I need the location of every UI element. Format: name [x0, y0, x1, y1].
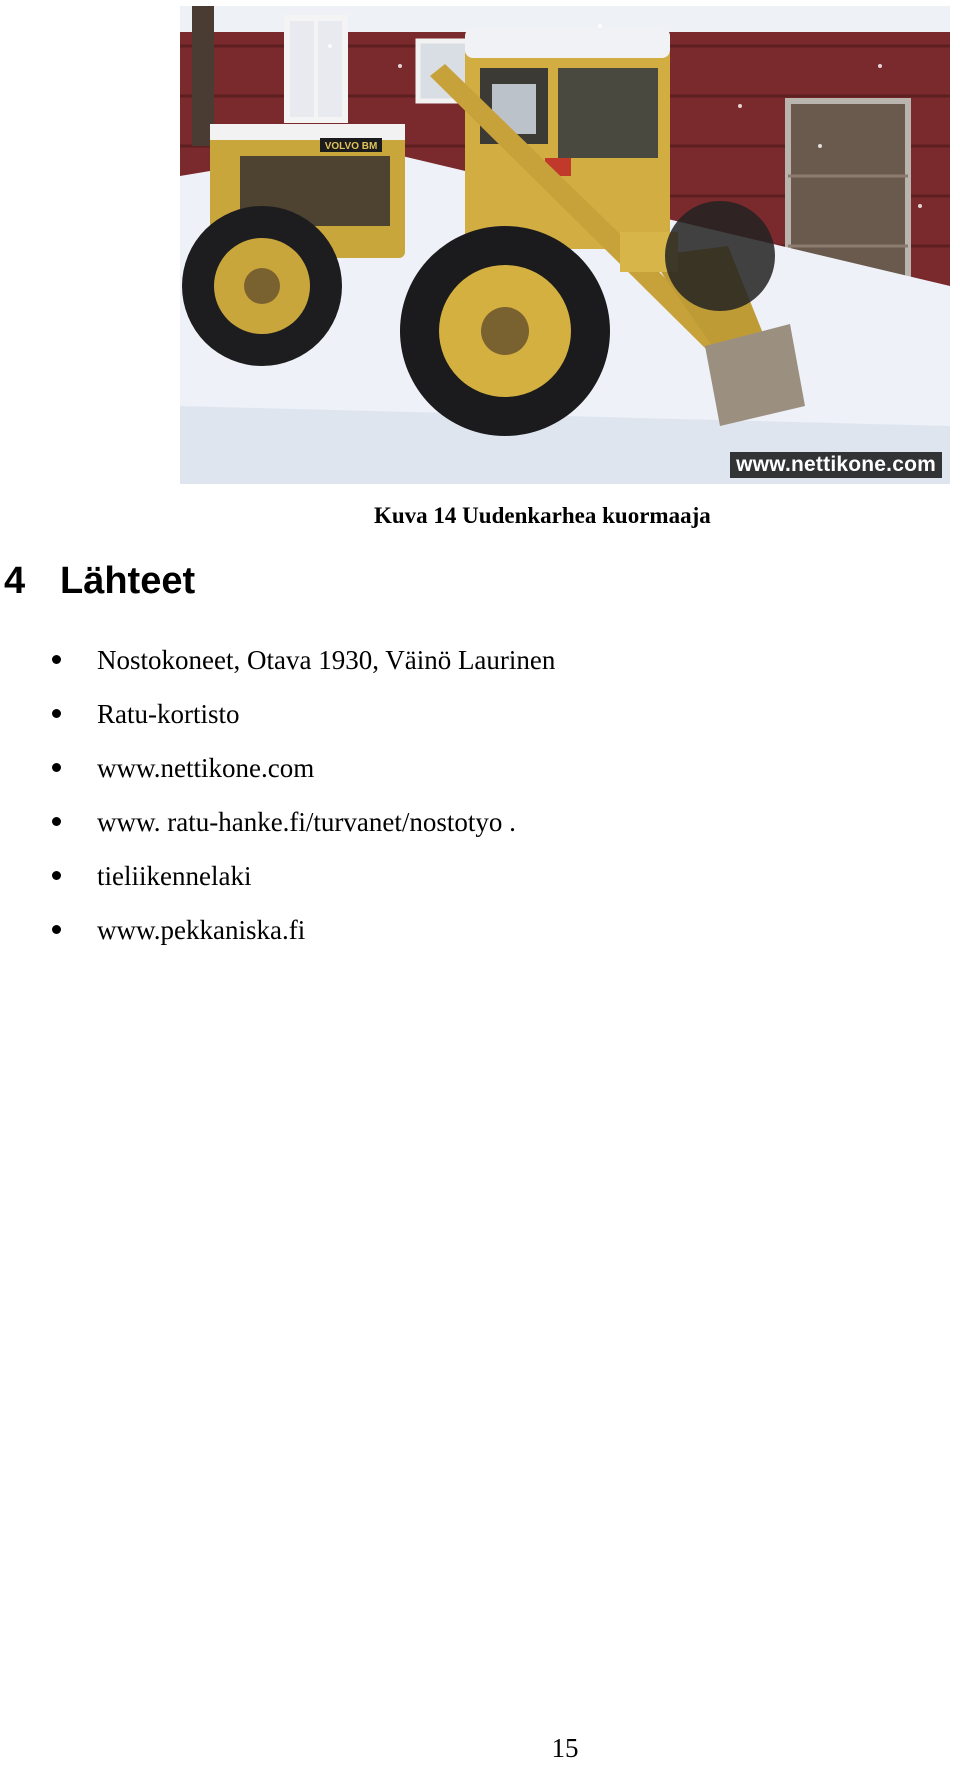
- reference-list: [0, 640, 555, 964]
- list-item: [0, 856, 555, 910]
- photo-watermark: www.nettikone.com: [730, 452, 942, 478]
- reference-text: Ratu-kortisto: [97, 699, 240, 729]
- bullet-icon: [52, 763, 61, 772]
- section-title: Lähteet: [60, 560, 196, 602]
- bullet-icon: [52, 817, 61, 826]
- machine-badge-text: VOLVO BM: [324, 141, 378, 152]
- reference-text: tieliikennelaki: [97, 861, 252, 891]
- bullet-icon: [52, 871, 61, 880]
- wheel-loader-illustration: [180, 6, 950, 484]
- bullet-icon: [52, 925, 61, 934]
- page-number: 15: [551, 1733, 579, 1763]
- bullet-icon: [52, 655, 61, 664]
- reference-text: www.nettikone.com: [97, 753, 315, 783]
- section-heading: [4, 560, 195, 603]
- loader-photo: [180, 6, 950, 484]
- list-item: [0, 640, 555, 694]
- figure-caption: Kuva 14 Uudenkarhea kuormaaja: [374, 503, 711, 528]
- reference-text: www.pekkaniska.fi: [97, 915, 306, 945]
- reference-text: www. ratu-hanke.fi/turvanet/nostotyo .: [97, 807, 516, 837]
- list-item: [0, 748, 555, 802]
- list-item: [0, 802, 555, 856]
- list-item: [0, 910, 555, 964]
- bullet-icon: [52, 709, 61, 718]
- section-number: 4: [4, 560, 26, 602]
- reference-text: Nostokoneet, Otava 1930, Väinö Laurinen: [97, 645, 556, 675]
- list-item: [0, 694, 555, 748]
